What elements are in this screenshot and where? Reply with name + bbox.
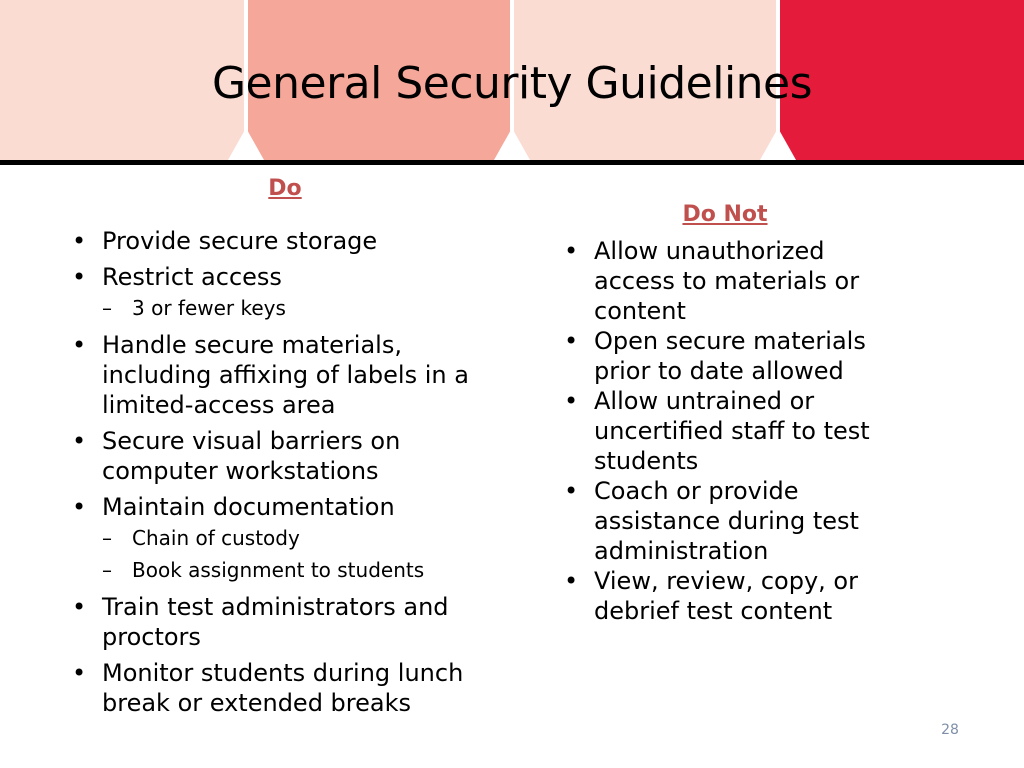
do-sub-item bbox=[102, 522, 510, 554]
do-sub-item-text: Book assignment to students bbox=[132, 558, 425, 582]
bullet-icon: • bbox=[72, 427, 87, 455]
do-not-item-text: Allow untrained or uncertified staff to test students bbox=[594, 387, 870, 475]
bullet-icon: • bbox=[72, 493, 87, 521]
do-not-list bbox=[552, 236, 882, 626]
header-notch bbox=[494, 128, 530, 160]
bullet-icon: • bbox=[564, 567, 579, 595]
bullet-icon: • bbox=[72, 227, 87, 255]
bullet-icon: • bbox=[564, 327, 579, 355]
bullet-icon: • bbox=[564, 237, 579, 265]
do-item-text: Monitor students during lunch break or extended breaks bbox=[102, 659, 464, 717]
do-not-column-heading: Do Not bbox=[682, 202, 768, 227]
do-sub-item bbox=[102, 292, 510, 324]
slide-title: General Security Guidelines bbox=[211, 58, 813, 109]
do-item-text: Restrict access bbox=[102, 263, 282, 291]
do-not-list-item bbox=[552, 326, 882, 386]
dash-icon: – bbox=[102, 296, 112, 320]
do-item-text: Maintain documentation bbox=[102, 493, 395, 521]
do-sub-item-text: Chain of custody bbox=[132, 526, 300, 550]
do-not-list-item bbox=[552, 476, 882, 566]
do-not-item-text: Coach or provide assistance during test administration bbox=[594, 477, 859, 565]
header-divider bbox=[0, 160, 1024, 165]
do-not-list-item bbox=[552, 236, 882, 326]
do-list-item bbox=[60, 426, 510, 486]
bullet-icon: • bbox=[72, 331, 87, 359]
do-sub-item-text: 3 or fewer keys bbox=[132, 296, 286, 320]
bullet-icon: • bbox=[564, 387, 579, 415]
bullet-icon: • bbox=[72, 263, 87, 291]
do-sub-item bbox=[102, 554, 510, 586]
page-number: 28 bbox=[941, 722, 959, 738]
do-list-item bbox=[60, 658, 510, 718]
do-item-text: Secure visual barriers on computer workstations bbox=[102, 427, 401, 485]
dash-icon: – bbox=[102, 526, 112, 550]
bullet-icon: • bbox=[564, 477, 579, 505]
do-item-text: Handle secure materials, including affixing of labels in a limited-access area bbox=[102, 331, 469, 419]
do-item-text: Train test administrators and proctors bbox=[102, 593, 449, 651]
header-notch bbox=[228, 128, 264, 160]
bullet-icon: • bbox=[72, 659, 87, 687]
do-not-item-text: Open secure materials prior to date allowed bbox=[594, 327, 866, 385]
do-column-heading: Do bbox=[268, 176, 302, 201]
do-list-item bbox=[60, 492, 510, 586]
do-sub-list bbox=[102, 522, 510, 586]
dash-icon: – bbox=[102, 558, 112, 582]
do-list-item bbox=[60, 226, 510, 256]
do-list bbox=[60, 220, 510, 718]
do-not-item-text: Allow unauthorized access to materials or content bbox=[594, 237, 860, 325]
do-not-item-text: View, review, copy, or debrief test content bbox=[594, 567, 858, 625]
do-list-item bbox=[60, 592, 510, 652]
do-list-item bbox=[60, 262, 510, 324]
do-sub-list bbox=[102, 292, 510, 324]
do-list-item bbox=[60, 330, 510, 420]
header-banner bbox=[0, 0, 1024, 166]
do-item-text: Provide secure storage bbox=[102, 227, 378, 255]
do-not-list-item bbox=[552, 386, 882, 476]
bullet-icon: • bbox=[72, 593, 87, 621]
do-not-list-item bbox=[552, 566, 882, 626]
header-notch bbox=[760, 128, 796, 160]
